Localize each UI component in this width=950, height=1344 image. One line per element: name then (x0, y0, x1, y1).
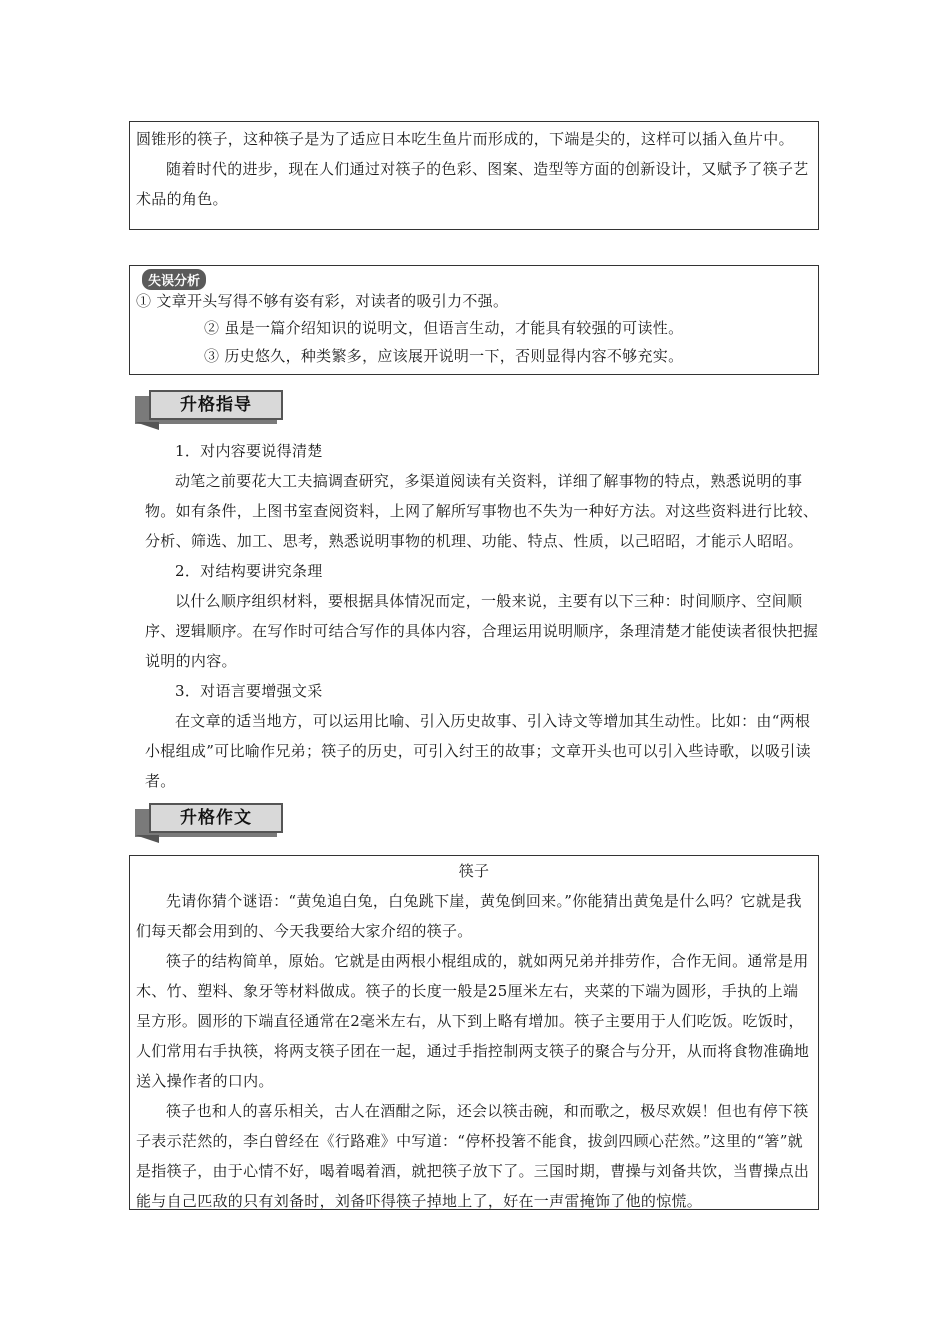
tab-fold (135, 422, 159, 430)
guide-section-3-body: 在文章的适当地方，可以运用比喻、引入历史故事、引入诗文等增加其生动性。比如：由“两根小棍组成”可比喻作兄弟；筷子的历史，可引入纣王的故事；文章开头也可以引入些诗歌，以吸引读者。 (145, 712, 811, 790)
error-item-1: ① 文章开头写得不够有姿有彩，对读者的吸引力不强。 (136, 292, 509, 310)
guide-section-2-body: 以什么顺序组织材料，要根据具体情况而定，一般来说，主要有以下三种：时间顺序、空间顺序、逻辑顺序。在写作时可结合写作的具体内容，合理运用说明顺序，条理清楚才能使读者很快把握说明的内容。 (145, 592, 819, 670)
essay-paragraph-3: 筷子也和人的喜乐相关，古人在酒酣之际，还会以筷击碗，和而歌之，极尽欢娱！但也有停下筷子表示茫然的，李白曾经在《行路难》中写道：“停杯投箸不能食，拔剑四顾心茫然。”这里的“箸”就是指筷子，由于心情不好，喝着喝着酒，就把筷子放下了。三国时期，曹操与刘备共饮，当曹操点出能与自己匹敌的只有刘备时，刘备吓得筷子掉地上了，好在一声雷掩饰了他的惊慌。 (136, 1102, 810, 1210)
intro-line-2: 随着时代的进步，现在人们通过对筷子的色彩、图案、造型等方面的创新设计，又赋予了筷子艺术品的角色。 (136, 160, 809, 208)
intro-continuation-box (129, 121, 819, 230)
error-item-2: ② 虽是一篇介绍知识的说明文，但语言生动，才能具有较强的可读性。 (204, 319, 684, 337)
error-analysis-badge: 失误分析 (142, 269, 206, 290)
guide-heading-tab (135, 390, 285, 430)
essay-heading: 升格作文 (149, 803, 283, 833)
essay-paragraph-1: 先请你猜个谜语：“黄兔追白兔，白兔跳下崖，黄兔倒回来。”你能猜出黄兔是什么吗？它就是我们每天都会用到的、今天我要给大家介绍的筷子。 (136, 892, 802, 940)
guide-content (145, 436, 819, 796)
guide-section-1-body: 动笔之前要花大工夫搞调查研究，多渠道阅读有关资料，详细了解事物的特点，熟悉说明的事物。如有条件，上图书室查阅资料，上网了解所写事物也不失为一种好方法。对这些资料进行比较、分析、筛选、加工、思考，熟悉说明事物的机理、功能、特点、性质，以己昭昭，才能示人昭昭。 (145, 472, 819, 550)
essay-box (129, 855, 819, 1210)
guide-section-2-title: 2．对结构要讲究条理 (175, 562, 323, 580)
essay-title: 筷子 (458, 862, 490, 880)
tab-fold (135, 835, 159, 843)
essay-paragraph-2: 筷子的结构简单，原始。它就是由两根小棍组成的，就如两兄弟并排劳作，合作无间。通常是用木、竹、塑料、象牙等材料做成。筷子的长度一般是25厘米左右，夹菜的下端为圆形，手执的上端呈方形。圆形的下端直径通常在2毫米左右，从下到上略有增加。筷子主要用于人们吃饭。吃饭时，人们常用右手执筷，将两支筷子团在一起，通过手指控制两支筷子的聚合与分开，从而将食物准确地送入操作者的口内。 (136, 952, 810, 1090)
error-item-3: ③ 历史悠久，种类繁多，应该展开说明一下，否则显得内容不够充实。 (204, 347, 684, 365)
guide-heading: 升格指导 (149, 390, 283, 420)
error-analysis-box (129, 265, 819, 375)
guide-section-3-title: 3．对语言要增强文采 (175, 682, 323, 700)
essay-heading-tab (135, 803, 285, 843)
intro-line-1: 圆锥形的筷子，这种筷子是为了适应日本吃生鱼片而形成的，下端是尖的，这样可以插入鱼片中。 (136, 130, 794, 148)
guide-section-1-title: 1．对内容要说得清楚 (175, 442, 323, 460)
